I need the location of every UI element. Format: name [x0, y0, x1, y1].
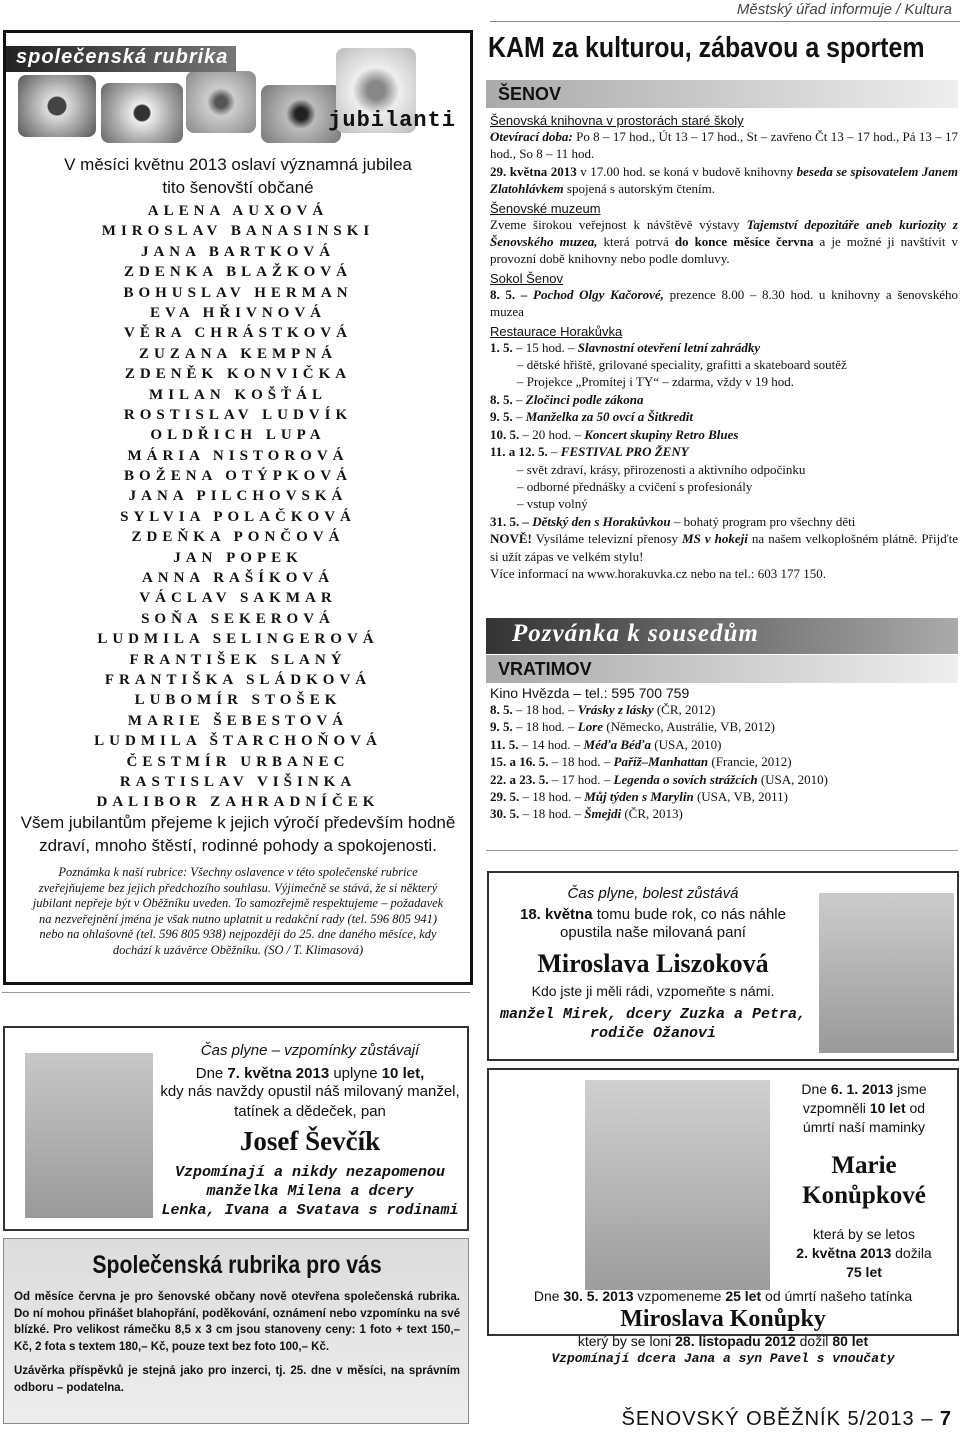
- event-text: prezence 8.00 – 8.30 hod. u knihovny a šenovského muzea: [490, 286, 958, 320]
- cinema-label: Kino Hvězda – tel.: 595 700 759: [490, 685, 690, 701]
- event-text: –: [547, 444, 561, 460]
- memorial-signature: Vzpomínají dcera Jana a syn Pavel s vnoučaty: [551, 1351, 895, 1366]
- text: která potrvá: [597, 234, 675, 250]
- text: který by se loni: [577, 1333, 676, 1349]
- jubilee-name: LUBOMÍR STOŠEK: [134, 692, 342, 709]
- event-text: –: [512, 391, 526, 407]
- jubilee-name: JANA BARTKOVÁ: [140, 243, 336, 260]
- jubilee-name: OLDŘICH LUPA: [150, 427, 326, 444]
- screening-time: – 18 hod. –: [512, 719, 578, 735]
- text: dožil: [795, 1333, 833, 1349]
- jubilee-name: ANNA RAŠÍKOVÁ: [141, 570, 335, 587]
- hours-text: Po 8 – 17 hod., Út 13 – 17 hod., St – zavřeno Čt 13 – 17 hod., Pá 13 – 17 hod., So 8 – 11 hod.: [490, 129, 959, 162]
- film-origin: (USA, 2010): [757, 771, 828, 787]
- memorial-line: úmrtí naší maminky: [802, 1119, 926, 1135]
- text: na našem velkoplošném plátně. Přijďte si užít zápas ve velkém stylu!: [490, 531, 959, 564]
- memorial-liszokova: [487, 871, 959, 1061]
- sokol-label: Sokol Šenov: [490, 270, 563, 286]
- senov-events: [490, 110, 958, 582]
- news-title: MS v hokeji: [682, 531, 748, 547]
- memorial-line: kdy nás navždy opustil náš milovaný manžel,: [160, 1083, 460, 1100]
- film-title: Paříž–Manhattan: [613, 754, 709, 770]
- text: Zveme širokou veřejnost k návštěvě výstavy: [490, 216, 747, 232]
- screening-time: – 18 hod. –: [512, 702, 578, 717]
- jubilee-name: VĚRA CHRÁSTKOVÁ: [124, 325, 352, 342]
- film-origin: (USA, 2010): [651, 736, 722, 752]
- pozvanka-title: Pozvánka k sousedům: [512, 620, 759, 647]
- event-text: spojená s autorským čtením.: [563, 181, 715, 197]
- text: uplyne: [329, 1065, 382, 1082]
- flower-image: [186, 71, 256, 133]
- jubilee-name: MÁRIA NISTOROVÁ: [127, 447, 349, 464]
- kam-title: KAM za kulturou, zábavou a sportem: [488, 32, 925, 64]
- jubilee-name: JAN POPEK: [173, 549, 303, 566]
- memorial-line: [491, 1288, 955, 1304]
- senov-label: ŠENOV: [498, 84, 562, 104]
- museum-label: Šenovské muzeum: [490, 200, 601, 216]
- memorial-name: Marie: [831, 1152, 897, 1179]
- text: tomu bude rok, co nás náhle: [592, 906, 786, 923]
- screening-date: 8. 5.: [490, 702, 513, 717]
- years: 10 let,: [381, 1065, 425, 1082]
- library-event: [490, 163, 958, 198]
- event-date: 9. 5.: [490, 409, 513, 425]
- wish-line: Všem jubilantům přejeme k jejich výročí především hodně: [20, 813, 456, 832]
- restaurant-subitem: – dětské hřiště, grilované speciality, grafitti a skateboard soutěž: [517, 357, 847, 373]
- memorial-signature: manžel Mirek, dcery Zuzka a Petra,: [499, 1006, 807, 1023]
- intro-line: V měsíci květnu 2013 oslaví významná jubilea: [64, 155, 412, 174]
- screening-date: 22. a 23. 5.: [490, 771, 549, 787]
- film-origin: (ČR, 2013): [621, 806, 683, 822]
- jubilee-name: ZDENKA BLAŽKOVÁ: [124, 264, 352, 281]
- screening-date: 30. 5.: [490, 806, 520, 822]
- section-header: Městský úřad informuje / Kultura: [736, 1, 952, 18]
- flower-image: [18, 75, 96, 137]
- memorial-text: [493, 873, 813, 1043]
- memorial-name: Konůpkové: [802, 1182, 926, 1209]
- cinema-screening: [490, 805, 958, 822]
- senov-bar: [486, 80, 958, 108]
- memorial-text: [774, 1080, 954, 1282]
- divider: [486, 850, 958, 851]
- jubilee-name: DALIBOR ZAHRADNÍČEK: [96, 794, 380, 811]
- exhibition-end: do konce měsíce června: [674, 234, 814, 250]
- film-origin: (USA, VB, 2011): [693, 789, 788, 805]
- years: 10 let: [869, 1100, 906, 1116]
- restaurant-event: [490, 426, 958, 443]
- vratimov-bar: [486, 655, 958, 683]
- cinema-screening: [490, 701, 958, 718]
- restaurant-event: [490, 513, 958, 530]
- pozvanka-bar: [486, 618, 958, 654]
- date: 18. května: [519, 906, 593, 923]
- text: jsme: [893, 1081, 927, 1097]
- screening-time: – 14 hod. –: [518, 736, 584, 752]
- jubilee-name: RASTISLAV VIŠINKA: [119, 773, 357, 790]
- page-footer: [622, 1408, 952, 1431]
- jubilee-name: MIROSLAV BANASINSKI: [101, 223, 375, 240]
- cinema-schedule: [490, 685, 958, 823]
- text: Dne: [533, 1288, 564, 1304]
- memorial-text: [491, 1288, 955, 1366]
- portrait-photo: [819, 893, 954, 1053]
- screening-time: – 18 hod. –: [548, 754, 614, 770]
- film-title: Méďa Béďa: [583, 736, 652, 752]
- event-title: Slavnostní otevření letní zahrádky: [577, 339, 761, 355]
- rubrika-paragraph: Od měsíce června je pro šenovské občany nově otevřena společenská rubrika. Do ní mohou přinášet blahopřání, poděkování, oznámení nebo vzpomínku na své blízké. Pro velikost rámečku 8,5 x 3 cm jsou stanoveny ceny: 1 foto + text 150,– Kč, 2 fota s textem 180,– Kč, pouze text bez foto 100,– Kč.: [14, 1291, 460, 1353]
- screening-date: 29. 5.: [490, 789, 520, 805]
- jubilee-name: MARIE ŠEBESTOVÁ: [127, 712, 349, 729]
- rubrika-paragraph: Uzávěrka příspěvků je stejná jako pro inzerci, tj. 25. dne v měsíci, na správním odboru – podatelna.: [14, 1365, 460, 1394]
- date: 30. 5. 2013: [563, 1288, 634, 1304]
- memorial-text: [155, 1028, 465, 1220]
- screening-date: 9. 5.: [490, 719, 513, 735]
- screening-date: 11. 5.: [490, 736, 519, 752]
- library-hours: [490, 128, 958, 163]
- event-title: Manželka za 50 ovcí a Šitkredit: [525, 409, 693, 425]
- event-text: – 15 hod. –: [512, 339, 578, 355]
- event-date: 11. a 12. 5.: [490, 444, 548, 460]
- text: dožila: [891, 1245, 932, 1261]
- text: od: [905, 1100, 926, 1116]
- event-title: – Pochod Olgy Kačorové,: [515, 286, 664, 302]
- jubilee-name: ROSTISLAV LUDVÍK: [123, 406, 353, 423]
- restaurant-event: [490, 443, 958, 460]
- date: 28. listopadu 2012: [675, 1333, 796, 1349]
- memorial-motto: Čas plyne – vzpomínky zůstávají: [200, 1042, 420, 1059]
- memorial-line: [491, 1333, 955, 1349]
- memorial-motto: Čas plyne, bolest zůstává: [567, 885, 739, 902]
- jubilee-name: ZDEŇKA PONČOVÁ: [131, 529, 345, 546]
- memorial-signature: Vzpomínají a nikdy nezapomenou: [174, 1164, 446, 1181]
- date: 2. května 2013: [796, 1245, 892, 1261]
- memorial-line: která by se letos: [813, 1226, 915, 1242]
- section-tag: [6, 46, 236, 72]
- jubilanti-heading: jubilanti: [328, 108, 456, 133]
- news-label: NOVĚ!: [490, 531, 532, 547]
- memorial-signature: rodiče Ožanovi: [589, 1025, 717, 1042]
- date: 6. 1. 2013: [830, 1081, 894, 1097]
- memorial-signature: manželka Milena a dcery: [206, 1183, 414, 1200]
- page-number: 7: [939, 1408, 952, 1430]
- restaurant-subitem: – odborné přednášky a cvičení s profesionály: [517, 478, 753, 494]
- memorial-line: [774, 1080, 954, 1099]
- date: 7. května 2013: [227, 1065, 330, 1082]
- restaurant-event: [490, 391, 958, 408]
- event-date: 29. května 2013: [490, 163, 577, 179]
- rubrika-text: [14, 1289, 460, 1396]
- film-title: Šmejdi: [584, 806, 622, 822]
- event-text: v 17.00 hod. se koná v budově knihovny: [576, 163, 797, 179]
- jubilee-name: BOŽENA OTÝPKOVÁ: [124, 468, 352, 485]
- text: vzpomněli: [802, 1100, 870, 1116]
- film-title: Legenda o sovích strážcích: [613, 771, 758, 787]
- memorial-line: Kdo jste ji měli rádi, vzpomeňte s námi.: [531, 983, 775, 999]
- memorial-line: [774, 1099, 954, 1118]
- jubilee-note: Poznámka k naší rubrice: Všechny oslavence v této společenské rubrice zveřejňujeme bez jejich předchozího souhlasu. Výjimečně se stává, že si některý jubilant nepřeje být v Oběžníku uveden. To samozřejmě respektujeme – požadavek na nezveřejnění jména je však nutno uplatnit u redakční rady (tel. 596 805 941) nebo na ohlašovně (tel. 596 805 938) nejpozději do 25. dne daného měsíce, kdy dochází k uzávěrce Oběžníku. (SO / T. Klimasová): [32, 865, 444, 957]
- divider: [2, 992, 470, 993]
- text: Dne: [801, 1081, 831, 1097]
- publication-name: ŠENOVSKÝ OBĚŽNÍK 5/2013 –: [621, 1408, 940, 1430]
- exhibition-title: Tajemství depozitáře aneb kuriozity z Šenovského muzea,: [490, 216, 958, 250]
- cinema-screening: [490, 788, 958, 805]
- jubilee-name: JANA PILCHOVSKÁ: [128, 488, 348, 505]
- jubilee-name: ČESTMÍR URBANEC: [126, 753, 350, 770]
- years: 25 let: [725, 1288, 762, 1304]
- years: 80 let: [832, 1333, 869, 1349]
- flower-image: [101, 83, 183, 143]
- restaurant-subitem: – vstup volný: [517, 496, 588, 512]
- memorial-line: [155, 1065, 465, 1082]
- rubrika-ad-box: [3, 1238, 469, 1424]
- jubilee-name-list: [6, 201, 470, 813]
- memorial-name: Miroslava Konůpky: [620, 1306, 826, 1332]
- memorial-line: 75 let: [846, 1264, 882, 1280]
- jubilee-name: ZUZANA KEMPNÁ: [139, 345, 337, 362]
- event-text: – bohatý program pro všechny děti: [670, 513, 856, 529]
- memorial-line: [493, 906, 813, 923]
- jubilee-banner: [6, 33, 470, 143]
- event-title: beseda se spisovatelem Janem Zlatohlávkem: [490, 163, 958, 197]
- portrait-photo: [25, 1053, 153, 1218]
- section-tag-label: společenská rubrika: [16, 46, 229, 68]
- restaurant-event: [490, 408, 958, 425]
- sokol-event: [490, 286, 958, 321]
- event-date: 1. 5.: [490, 339, 513, 355]
- screening-time: – 18 hod. –: [519, 789, 585, 805]
- memorial-line: tatínek a dědeček, pan: [234, 1103, 386, 1120]
- jubilee-name: VÁCLAV SAKMAR: [139, 590, 337, 607]
- restaurant-label: Restaurace Horakůvka: [490, 323, 623, 339]
- hours-label: Otevírací doba:: [490, 129, 573, 144]
- rubrika-title: Společenská rubrika pro vás: [92, 1251, 382, 1279]
- cinema-screening: [490, 718, 958, 735]
- film-origin: (Německo, Austrálie, VB, 2012): [603, 719, 776, 735]
- event-date: 31. 5.: [490, 513, 520, 529]
- event-date: 8. 5.: [490, 391, 513, 407]
- film-origin: (ČR, 2012): [653, 702, 716, 717]
- memorial-line: opustila naše milovaná paní: [560, 924, 746, 941]
- jubilee-name: FRANTIŠEK SLANÝ: [129, 651, 347, 668]
- memorial-name: Miroslava Liszoková: [537, 949, 769, 978]
- film-title: Lore: [577, 719, 604, 735]
- cinema-screening: [490, 753, 958, 770]
- film-title: Můj týden s Marylin: [584, 789, 694, 805]
- event-title: Koncert skupiny Retro Blues: [584, 426, 739, 442]
- jubilee-name: MILAN KOŠŤÁL: [149, 386, 327, 403]
- jubilee-name: SOŇA SEKEROVÁ: [141, 610, 335, 627]
- screening-time: – 18 hod. –: [519, 806, 585, 822]
- jubilee-name: SYLVIA POLAČKOVÁ: [120, 508, 356, 525]
- jubilee-name: ALENA AUXOVÁ: [147, 203, 329, 219]
- jubilee-name: FRANTIŠKA SLÁDKOVÁ: [104, 671, 372, 688]
- memorial-sevcik: [3, 1026, 469, 1231]
- event-date: 10. 5.: [490, 426, 520, 442]
- text: vzpomeneme: [633, 1288, 726, 1304]
- event-text: –: [512, 409, 526, 425]
- jubilee-name: LUDMILA ŠTARCHOŇOVÁ: [94, 733, 382, 750]
- restaurant-event: [490, 339, 958, 356]
- event-text: – 20 hod. –: [519, 426, 585, 442]
- screening-date: 15. a 16. 5.: [490, 754, 549, 770]
- vratimov-label: VRATIMOV: [498, 659, 592, 679]
- film-origin: (Francie, 2012): [708, 754, 792, 770]
- jubilee-name: BOHUSLAV HERMAN: [123, 284, 353, 301]
- event-date: 8. 5.: [490, 286, 516, 302]
- wish-line: zdraví, mnoho štěstí, rodinné pohody a spokojenosti.: [39, 836, 437, 855]
- restaurant-news: [490, 530, 958, 565]
- cinema-screening: [490, 736, 958, 753]
- jubilee-wish: [6, 811, 470, 857]
- restaurant-info: Více informací na www.horakuvka.cz nebo na tel.: 603 177 150.: [490, 565, 826, 581]
- restaurant-subitem: – svět zdraví, krásy, přirozenosti a aktivního odpočinku: [517, 461, 806, 477]
- library-label: Šenovská knihovna v prostorách staré školy: [490, 113, 744, 128]
- cinema-screening: [490, 771, 958, 788]
- jubilee-name: ZDENĚK KONVIČKA: [124, 366, 352, 383]
- text: od úmrtí našeho tatínka: [761, 1288, 913, 1304]
- jubilee-name: EVA HŘIVNOVÁ: [150, 304, 326, 321]
- memorial-signature: Lenka, Ivana a Svatava s rodinami: [161, 1202, 459, 1219]
- film-title: Vrásky z lásky: [577, 702, 654, 717]
- text: a je možné ji navštívit v provozní době knihovny nebo podle domluvy.: [490, 234, 958, 267]
- jubilee-name: LUDMILA SELINGEROVÁ: [97, 631, 379, 648]
- restaurant-subitem: – Projekce „Promítej i TY“ – zdarma, vždy v 19 hod.: [517, 374, 795, 390]
- memorial-konupek: [487, 1068, 959, 1366]
- museum-text: [490, 216, 958, 268]
- text: Dne: [195, 1065, 228, 1082]
- memorial-name: Josef Ševčík: [239, 1126, 381, 1156]
- text: Vysíláme televizní přenosy: [531, 531, 683, 547]
- memorial-line: [774, 1244, 954, 1263]
- intro-line: tito šenovští občané: [162, 178, 314, 197]
- event-title: FESTIVAL PRO ŽENY: [560, 444, 689, 460]
- couple-photo: [585, 1080, 770, 1290]
- jubilee-box: [3, 30, 473, 985]
- event-title: Zločinci podle zákona: [525, 391, 644, 407]
- event-title: – Dětský den s Horakůvkou: [519, 513, 671, 529]
- screening-time: – 17 hod. –: [548, 771, 614, 787]
- jubilee-intro: [6, 153, 470, 199]
